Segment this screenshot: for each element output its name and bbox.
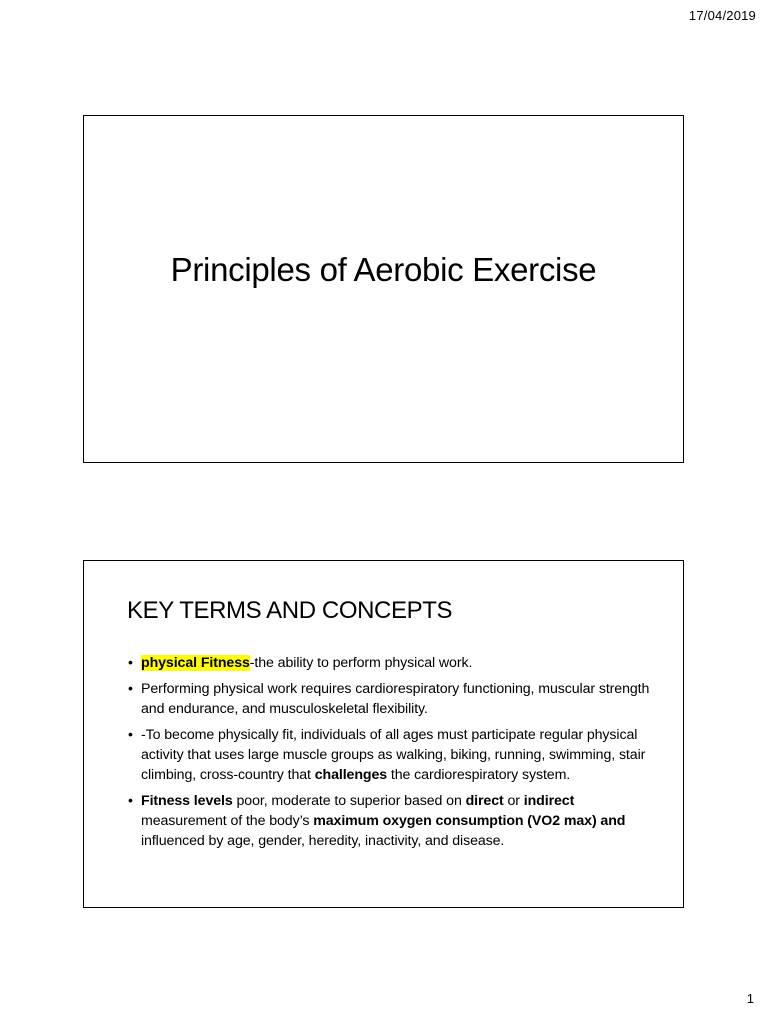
bullet-list xyxy=(128,653,659,857)
bullet-item-physically-fit xyxy=(128,725,659,785)
bold-term: challenges xyxy=(314,767,388,783)
bold-term: indirect xyxy=(523,793,575,809)
bullet-text: -the ability to perform physical work. xyxy=(249,655,473,671)
bullet-text: the cardiorespiratory system. xyxy=(387,767,571,783)
slide-2-title: KEY TERMS AND CONCEPTS xyxy=(127,597,453,624)
bullet-text: poor, moderate to superior based on xyxy=(232,793,466,809)
bullet-dot: • xyxy=(128,727,133,743)
bullet-text: Performing physical work requires cardiorespiratory functioning, muscular strength and endurance, and musculoskeletal flexibility. xyxy=(141,681,650,717)
bullet-dot: • xyxy=(128,681,133,697)
bullet-item-physical-fitness xyxy=(128,653,659,673)
highlighted-term: physical Fitness xyxy=(141,655,250,671)
slide-1-title: Principles of Aerobic Exercise xyxy=(170,251,597,288)
slide-1-frame xyxy=(83,115,684,463)
bold-term: direct xyxy=(465,793,504,809)
page-number: 1 xyxy=(746,991,754,1006)
bullet-text: influenced by age, gender, heredity, inactivity, and disease. xyxy=(141,833,505,849)
date-stamp: 17/04/2019 xyxy=(688,8,756,23)
bullet-text: or xyxy=(503,793,524,809)
bold-term: maximum oxygen consumption (VO2 max) and xyxy=(313,813,626,829)
bold-term: Fitness levels xyxy=(141,793,233,809)
bullet-text: -To become physically fit, individuals of all ages must participate regular physical activity that uses large muscle groups as walking, biking, running, swimming, stair climbing, cross-country that xyxy=(141,727,646,783)
bullet-item-fitness-levels xyxy=(128,791,659,851)
slide-2-frame xyxy=(83,560,684,908)
bullet-item-physical-work xyxy=(128,679,659,719)
bullet-dot: • xyxy=(128,793,133,809)
bullet-text: measurement of the body’s xyxy=(141,813,314,829)
bullet-dot: • xyxy=(128,655,133,671)
